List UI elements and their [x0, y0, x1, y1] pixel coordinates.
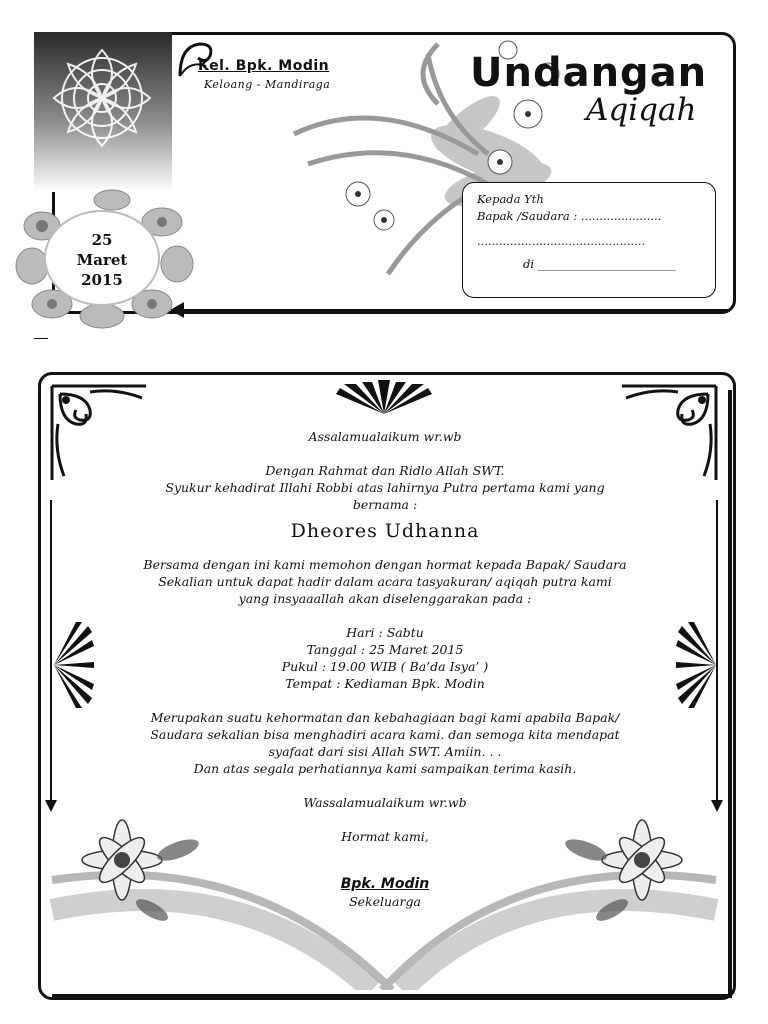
request-line-2: Sekalian untuk dapat hadir dalam acara tasyakuran/ aqiqah putra kami	[158, 574, 612, 589]
sender-name: Kel. Bpk. Modin	[198, 58, 330, 74]
sunburst-top-icon	[334, 380, 434, 416]
closing-line-2: Saudara sekalian bisa menghadiri acara kami. dan semoga kita mendapat	[150, 727, 620, 742]
request-line-1: Bersama dengan ini kami memohon dengan hormat kepada Bapak/ Saudara	[143, 557, 627, 572]
sender-place: Keloang - Mandiraga	[204, 78, 331, 91]
side-line-left	[50, 500, 52, 800]
invitation-text	[90, 428, 680, 910]
side-line-right	[716, 500, 718, 800]
signer-name: Bpk. Modin	[340, 876, 430, 892]
date-month: Maret	[76, 251, 128, 269]
title-main: Undangan	[470, 50, 708, 96]
event-day: Hari : Sabtu	[346, 625, 424, 640]
farewell: Wassalamualaikum wr.wb	[303, 795, 467, 810]
address-line-1: Kepada Yth	[477, 192, 544, 206]
cut-mark	[34, 338, 48, 339]
ornament-panel	[34, 32, 172, 192]
date-badge	[44, 210, 160, 306]
title-sub: Aqiqah	[586, 92, 697, 128]
address-line-3: ..............................................	[477, 234, 646, 248]
intro-line-1: Dengan Rahmat dan Ridlo Allah SWT.	[265, 463, 505, 478]
regards: Hormat kami,	[341, 829, 429, 844]
event-place: Tempat : Kediaman Bpk. Modin	[285, 676, 485, 691]
child-name: Dheores Udhanna	[290, 520, 480, 542]
closing-line-4: Dan atas segala perhatiannya kami sampaikan terima kasih.	[193, 761, 577, 776]
greeting: Assalamualaikum wr.wb	[308, 429, 462, 444]
card-shadow-side	[728, 390, 732, 998]
sunburst-left-icon	[52, 622, 94, 708]
date-day: 25	[91, 231, 113, 249]
address-line-4: di ________________________	[523, 257, 676, 271]
closing-line-3: syafaat dari sisi Allah SWT. Amiin. . .	[268, 744, 502, 759]
envelope-arrow-line	[180, 309, 730, 312]
date-year: 2015	[81, 271, 123, 289]
sunburst-right-icon	[676, 622, 718, 708]
intro-line-3: bernama :	[352, 497, 418, 512]
intro-line-2: Syukur kehadirat Illahi Robbi atas lahirnya Putra pertama kami yang	[165, 480, 605, 495]
request-line-3: yang insyaaallah akan diselenggarakan pada :	[238, 591, 532, 606]
address-box	[462, 182, 716, 298]
address-line-2: Bapak /Saudara : ......................	[477, 209, 662, 223]
mandala-ornament-icon	[34, 32, 172, 192]
signer-sub: Sekeluarga	[349, 894, 421, 909]
card-shadow-bottom	[52, 994, 728, 998]
event-date: Tanggal : 25 Maret 2015	[306, 642, 464, 657]
event-time: Pukul : 19.00 WIB ( Ba’da Isya’ )	[281, 659, 489, 674]
closing-line-1: Merupakan suatu kehormatan dan kebahagiaan bagi kami apabila Bapak/	[150, 710, 620, 725]
